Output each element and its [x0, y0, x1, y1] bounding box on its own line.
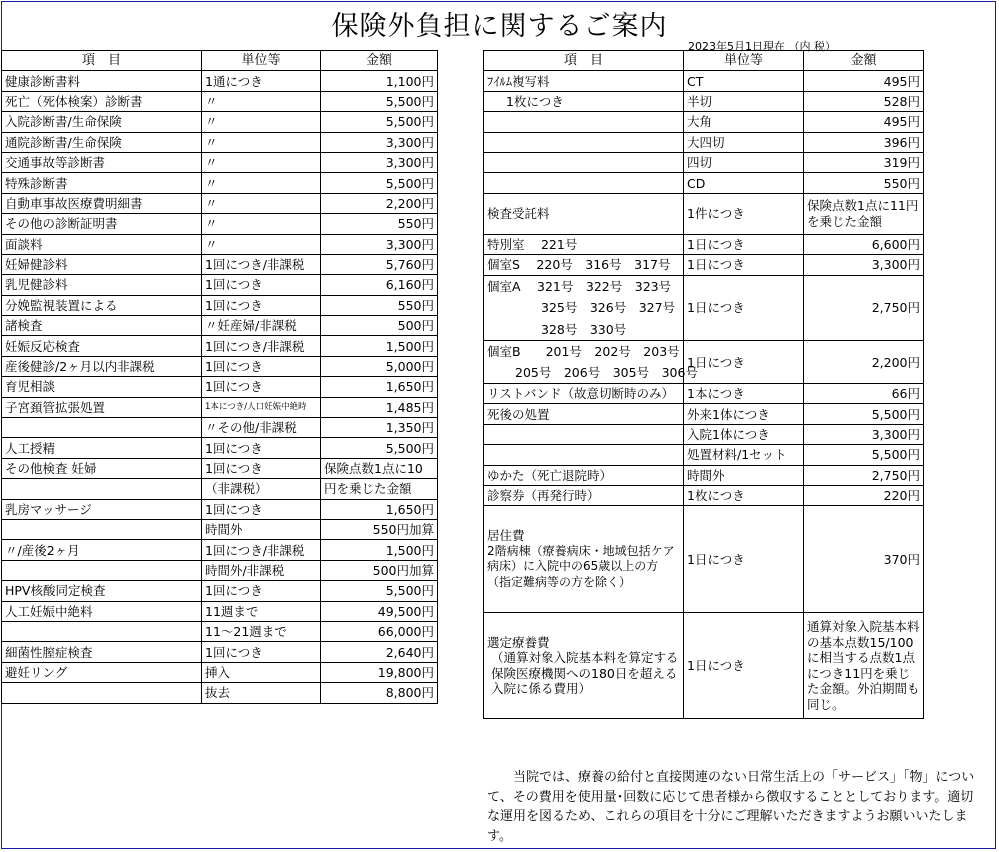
item-cell — [2, 621, 202, 641]
item-cell: 特殊診断書 — [2, 173, 202, 193]
header-unit: 単位等 — [684, 51, 804, 71]
unit-cell: 〃妊産婦/非課税 — [202, 316, 321, 336]
amount-cell: 550円加算 — [321, 519, 438, 539]
amount-cell: 3,300円 — [321, 152, 438, 172]
item-cell: 諸検査 — [2, 316, 202, 336]
amount-cell: 396円 — [804, 132, 924, 152]
item-cell: 細菌性膣症検査 — [2, 642, 202, 662]
table-row — [484, 613, 924, 719]
table-row — [484, 193, 924, 234]
item-cell: 妊娠反応検査 — [2, 336, 202, 356]
unit-cell: 1回につき — [202, 642, 321, 662]
table-row — [484, 445, 924, 465]
item-cell: ゆかた（死亡退院時） — [484, 465, 684, 485]
item-cell: 1枚につき — [484, 91, 684, 111]
item-cell: 乳房マッサージ — [2, 499, 202, 519]
item-cell: 妊婦健診料 — [2, 254, 202, 274]
unit-cell: 1回につき — [202, 458, 321, 478]
amount-cell: 319円 — [804, 152, 924, 172]
room-line: 325号 326号 327号 — [541, 300, 676, 316]
item-cell — [2, 479, 202, 499]
unit-cell: 1日につき — [684, 275, 804, 341]
unit-cell: 1本につき/人口妊娠中絶時 — [202, 397, 321, 417]
item-cell: 診察券（再発行時） — [484, 485, 684, 505]
amount-cell: 5,500円 — [321, 173, 438, 193]
item-cell: 特別室 221号 — [484, 234, 684, 254]
amount-cell: 円を乗じた金額 — [321, 479, 438, 499]
item-cell: 死亡（死体検案）診断書 — [2, 91, 202, 111]
amount-cell: 370円 — [804, 506, 924, 613]
amount-cell: 19,800円 — [321, 662, 438, 682]
table-row — [2, 642, 438, 662]
unit-cell: 〃 — [202, 173, 321, 193]
item-cell: その他検査 妊婦 — [2, 458, 202, 478]
item-cell: 自動車事故医療費明細書 — [2, 193, 202, 213]
table-row — [484, 173, 924, 193]
amount-cell: 3,300円 — [321, 234, 438, 254]
table-row — [484, 152, 924, 172]
header-amount: 金額 — [321, 51, 438, 71]
unit-cell: 1件につき — [684, 193, 804, 234]
unit-cell: 1日につき — [684, 506, 804, 613]
table-row — [2, 214, 438, 234]
unit-cell: 〃 — [202, 152, 321, 172]
table-row — [484, 506, 924, 613]
unit-cell: 大四切 — [684, 132, 804, 152]
unit-cell: CT — [684, 71, 804, 91]
table-row — [2, 397, 438, 417]
item-cell: HPV核酸同定検査 — [2, 581, 202, 601]
item-label: 居住費 — [487, 528, 525, 544]
amount-cell: 5,500円 — [321, 438, 438, 458]
table-row — [2, 621, 438, 641]
amount-cell: 1,500円 — [321, 540, 438, 560]
table-row — [484, 485, 924, 505]
amount-cell: 66,000円 — [321, 621, 438, 641]
table-row — [2, 173, 438, 193]
item-cell — [484, 132, 684, 152]
table-row — [2, 193, 438, 213]
amount-cell: 保険点数1点に10 — [321, 458, 438, 478]
amount-cell: 66円 — [804, 384, 924, 404]
table-header — [484, 51, 924, 71]
unit-cell: 1回につき/非課税 — [202, 336, 321, 356]
amount-cell: 5,500円 — [804, 445, 924, 465]
item-cell: 個室S 220号 316号 317号 — [484, 255, 684, 275]
amount-cell: 550円 — [321, 295, 438, 315]
unit-cell: 挿入 — [202, 662, 321, 682]
table-row — [2, 499, 438, 519]
amount-cell: 5,500円 — [321, 91, 438, 111]
amount-cell: 220円 — [804, 485, 924, 505]
unit-cell: 〃 — [202, 112, 321, 132]
amount-cell: 5,500円 — [321, 112, 438, 132]
unit-cell: （非課税） — [202, 479, 321, 499]
item-cell: 健康診断書料 — [2, 71, 202, 91]
item-cell — [2, 560, 202, 580]
amount-cell: 通算対象入院基本料の基本点数15/100に相当する点数1点につき11円を乗じた金額。外泊期間も同じ。 — [804, 613, 924, 719]
item-description: 2階病棟（療養病床・地域包括ケア病床）に入院中の65歳以上の方（指定難病等の方を除く） — [487, 543, 675, 589]
unit-cell: 〃 — [202, 214, 321, 234]
table-row — [2, 683, 438, 703]
room-line: 205号 206号 305号 306号 — [515, 365, 698, 381]
table-row — [484, 255, 924, 275]
item-cell: リストバンド（故意切断時のみ） — [484, 384, 684, 404]
header-amount: 金額 — [804, 51, 924, 71]
unit-cell: 1日につき — [684, 255, 804, 275]
notice-paragraph — [487, 768, 977, 846]
item-description: （通算対象入院基本料を算定する保険医療機関への180日を超える入院に係る費用） — [491, 650, 679, 697]
table-row — [484, 275, 924, 341]
amount-cell: 495円 — [804, 112, 924, 132]
table-row — [2, 560, 438, 580]
unit-cell: 〃 — [202, 91, 321, 111]
item-cell: 分娩監視装置による — [2, 295, 202, 315]
item-cell: 育児相談 — [2, 377, 202, 397]
table-row — [2, 112, 438, 132]
amount-cell: 2,200円 — [321, 193, 438, 213]
table-row — [2, 418, 438, 438]
table-row — [2, 234, 438, 254]
item-cell: 産後健診/2ヶ月以内非課税 — [2, 356, 202, 376]
unit-cell: 〃その他/非課税 — [202, 418, 321, 438]
item-cell: 〃/産後2ヶ月 — [2, 540, 202, 560]
item-cell — [484, 424, 684, 444]
table-row — [2, 356, 438, 376]
amount-cell: 6,160円 — [321, 275, 438, 295]
amount-cell: 5,500円 — [804, 404, 924, 424]
amount-cell: 3,300円 — [321, 132, 438, 152]
amount-cell: 1,650円 — [321, 377, 438, 397]
unit-cell: 四切 — [684, 152, 804, 172]
table-row — [2, 581, 438, 601]
item-cell: ﾌｲﾙﾑ複写料 — [484, 71, 684, 91]
unit-cell: 1通につき — [202, 71, 321, 91]
table-row — [2, 377, 438, 397]
unit-cell: 抜去 — [202, 683, 321, 703]
table-row — [484, 112, 924, 132]
unit-cell: 1日につき — [684, 613, 804, 719]
table-row — [484, 132, 924, 152]
fee-table-right — [483, 50, 924, 719]
table-row — [2, 132, 438, 152]
table-row — [484, 384, 924, 404]
table-row — [484, 71, 924, 91]
unit-cell: 入院1体につき — [684, 424, 804, 444]
header-item: 項 目 — [2, 51, 202, 71]
item-cell: 子宮頚管拡張処置 — [2, 397, 202, 417]
unit-cell: 大角 — [684, 112, 804, 132]
item-cell: 避妊リング — [2, 662, 202, 682]
item-cell — [484, 341, 698, 384]
unit-cell: 〃 — [202, 234, 321, 254]
table-header — [2, 51, 438, 71]
amount-cell: 500円 — [321, 316, 438, 336]
amount-cell: 5,000円 — [321, 356, 438, 376]
table-row — [484, 341, 924, 384]
notice-text: 当院では、療養の給付と直接関連のない日常生活上の「サービス」「物」について、その費用を使用量･回数に応じて患者様から徴収することとしております。適切な運用を図るため、これらの項目を十分にご理解いただきますようお願いいたします。 — [487, 770, 975, 844]
unit-cell: 1本につき — [684, 384, 804, 404]
amount-cell: 2,640円 — [321, 642, 438, 662]
amount-cell: 6,600円 — [804, 234, 924, 254]
table-row — [2, 275, 438, 295]
table-row — [484, 465, 924, 485]
unit-cell: 1回につき — [202, 499, 321, 519]
unit-cell: 時間外/非課税 — [202, 560, 321, 580]
room-line: 個室B 201号 202号 203号 — [487, 344, 680, 360]
item-cell: 人工妊娠中絶料 — [2, 601, 202, 621]
amount-cell: 5,760円 — [321, 254, 438, 274]
unit-cell: 1日につき — [684, 341, 804, 384]
unit-cell: 1枚につき — [684, 485, 804, 505]
amount-cell: 2,200円 — [804, 341, 924, 384]
amount-cell: 495円 — [804, 71, 924, 91]
item-cell: その他の診断証明書 — [2, 214, 202, 234]
table-row — [2, 254, 438, 274]
item-cell: 死後の処置 — [484, 404, 684, 424]
table-row — [484, 404, 924, 424]
amount-cell: 550円 — [321, 214, 438, 234]
table-row — [2, 152, 438, 172]
unit-cell: 1回につき — [202, 295, 321, 315]
table-row — [2, 540, 438, 560]
unit-cell: 1回につき — [202, 356, 321, 376]
item-cell: 通院診断書/生命保険 — [2, 132, 202, 152]
room-line: 個室A 321号 322号 323号 — [487, 278, 672, 294]
item-cell — [484, 506, 684, 613]
header-item: 項 目 — [484, 51, 684, 71]
unit-cell: 1回につき — [202, 581, 321, 601]
unit-cell: 1回につき/非課税 — [202, 540, 321, 560]
item-cell — [2, 519, 202, 539]
amount-cell: 5,500円 — [321, 581, 438, 601]
amount-cell: 49,500円 — [321, 601, 438, 621]
table-row — [2, 336, 438, 356]
unit-cell: 1回につき/非課税 — [202, 254, 321, 274]
unit-cell: 11～21週まで — [202, 621, 321, 641]
table-row — [2, 479, 438, 499]
table-row — [2, 458, 438, 478]
unit-cell: 11週まで — [202, 601, 321, 621]
unit-cell: 処置材料/1セット — [684, 445, 804, 465]
room-line: 328号 330号 — [541, 321, 627, 337]
item-cell: 人工授精 — [2, 438, 202, 458]
item-cell: 面談料 — [2, 234, 202, 254]
unit-cell: CD — [684, 173, 804, 193]
item-cell — [484, 275, 684, 341]
amount-cell: 1,100円 — [321, 71, 438, 91]
item-cell — [2, 683, 202, 703]
item-cell — [484, 445, 684, 465]
unit-cell: 1回につき — [202, 377, 321, 397]
amount-cell: 2,750円 — [804, 275, 924, 341]
unit-cell: 1回につき — [202, 275, 321, 295]
unit-cell: 〃 — [202, 132, 321, 152]
item-cell — [484, 112, 684, 132]
effective-date: 2023年5月1日現在 （内 税） — [688, 40, 836, 53]
amount-cell: 8,800円 — [321, 683, 438, 703]
unit-cell: 〃 — [202, 193, 321, 213]
table-row — [2, 438, 438, 458]
unit-cell: 時間外 — [202, 519, 321, 539]
table-row — [2, 662, 438, 682]
table-row — [484, 91, 924, 111]
amount-cell: 3,300円 — [804, 424, 924, 444]
table-row — [2, 601, 438, 621]
table-row — [484, 234, 924, 254]
item-cell: 入院診断書/生命保険 — [2, 112, 202, 132]
fee-table-left — [1, 50, 438, 704]
item-cell — [484, 613, 684, 719]
item-cell — [484, 152, 684, 172]
amount-cell: 1,500円 — [321, 336, 438, 356]
item-cell: 検査受託料 — [484, 193, 684, 234]
table-row — [2, 519, 438, 539]
amount-cell: 1,650円 — [321, 499, 438, 519]
amount-cell: 1,485円 — [321, 397, 438, 417]
table-row — [484, 424, 924, 444]
unit-cell: 時間外 — [684, 465, 804, 485]
amount-cell: 2,750円 — [804, 465, 924, 485]
item-cell — [2, 418, 202, 438]
header-unit: 単位等 — [202, 51, 321, 71]
unit-cell: 半切 — [684, 91, 804, 111]
unit-cell: 1回につき — [202, 438, 321, 458]
amount-cell: 528円 — [804, 91, 924, 111]
amount-cell: 保険点数1点に11円を乗じた金額 — [804, 193, 924, 234]
unit-cell: 1日につき — [684, 234, 804, 254]
amount-cell: 550円 — [804, 173, 924, 193]
table-row — [2, 316, 438, 336]
table-row — [2, 91, 438, 111]
amount-cell: 500円加算 — [321, 560, 438, 580]
amount-cell: 3,300円 — [804, 255, 924, 275]
amount-cell: 1,350円 — [321, 418, 438, 438]
item-cell: 乳児健診料 — [2, 275, 202, 295]
item-cell — [484, 173, 684, 193]
page-title: 保険外負担に関するご案内 — [331, 11, 668, 42]
item-label: 選定療養費 — [487, 634, 550, 650]
table-row — [2, 295, 438, 315]
table-row — [2, 71, 438, 91]
item-cell: 交通事故等診断書 — [2, 152, 202, 172]
unit-cell: 外来1体につき — [684, 404, 804, 424]
